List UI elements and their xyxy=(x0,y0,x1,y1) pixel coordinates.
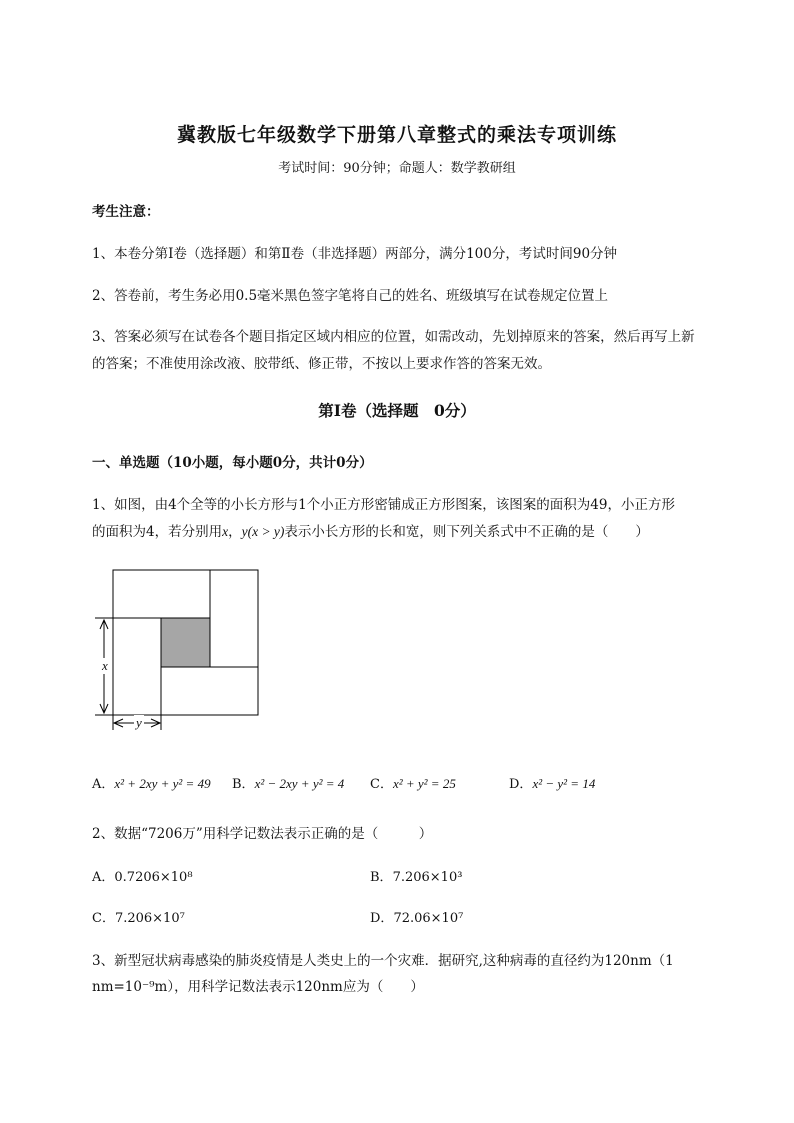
q2-option-b-text: 7.206×10³ xyxy=(392,870,463,885)
q2-option-c-text: 7.206×10⁷ xyxy=(114,911,185,926)
figure-label-x: x xyxy=(102,658,108,673)
q2-option-d-text: 72.06×10⁷ xyxy=(393,911,464,926)
q1-option-b-label: B． xyxy=(232,777,255,792)
q2-option-a[interactable] xyxy=(92,866,193,885)
q1-option-b[interactable] xyxy=(232,773,344,792)
notice-item-3: 3、答案必须写在试卷各个题目指定区域内相应的位置，如需改动，先划掉原来的答案，然后再写上新 xyxy=(92,329,695,345)
q1-option-a[interactable] xyxy=(92,773,211,792)
notice-heading: 考生注意： xyxy=(92,204,160,220)
q3-line1: 3、新型冠状病毒感染的肺炎疫情是人类史上的一个灾难．据研究,这种病毒的直径约为120nm（1 xyxy=(92,953,674,969)
q2-option-d-label: D． xyxy=(370,911,394,926)
q2-option-a-text: 0.7206×10⁸ xyxy=(114,870,193,885)
exam-subtitle: 考试时间：90分钟；命题人：数学教研组 xyxy=(278,161,516,176)
q1-option-c[interactable] xyxy=(370,773,456,792)
q1-condition: y(x > y) xyxy=(241,524,285,539)
q2-option-b[interactable] xyxy=(370,866,462,885)
q1-line2-prefix: 的面积为4，若分别用 xyxy=(92,524,223,540)
q1-line1: 1、如图，由4个全等的小长方形与1个小正方形密铺成正方形图案，该图案的面积为49，小正方形 xyxy=(92,497,675,513)
q1-sep: ， xyxy=(228,524,242,540)
q2-option-a-label: A． xyxy=(92,870,115,885)
part-title: 一、单选题（10小题，每小题0分，共计0分） xyxy=(92,455,373,471)
q3-line2: nm=10⁻⁹m），用科学记数法表示120nm应为（ ） xyxy=(92,979,424,995)
q1-figure xyxy=(90,565,270,739)
q1-option-d-text: x² − y² = 14 xyxy=(532,776,596,791)
notice-item-3-cont: 的答案；不准使用涂改液、胶带纸、修正带，不按以上要求作答的答案无效。 xyxy=(92,356,551,372)
q1-option-c-text: x² + y² = 25 xyxy=(392,776,456,791)
q1-option-a-label: A． xyxy=(92,777,115,792)
q2-option-b-label: B． xyxy=(370,870,393,885)
q2-option-c[interactable] xyxy=(92,907,185,926)
notice-item-2: 2、答卷前，考生务必用0.5毫米黑色签字笔将自己的姓名、班级填写在试卷规定位置上 xyxy=(92,288,609,304)
page-title: 冀教版七年级数学下册第八章整式的乘法专项训练 xyxy=(176,124,617,146)
section-title: 第Ⅰ卷（选择题 0分） xyxy=(318,401,476,420)
q1-option-d[interactable] xyxy=(509,773,595,792)
figure-label-y: y xyxy=(136,715,142,730)
q2-option-c-label: C． xyxy=(92,911,115,926)
q1-option-a-text: x² + 2xy + y² = 49 xyxy=(114,776,211,791)
q1-option-b-text: x² − 2xy + y² = 4 xyxy=(254,776,345,791)
q1-line2-suffix: 表示小长方形的长和宽，则下列关系式中不正确的是（ ） xyxy=(284,524,649,540)
q2-stem: 2、数据“7206万”用科学记数法表示正确的是（ ） xyxy=(92,826,433,842)
q1-option-d-label: D． xyxy=(509,777,533,792)
q1-option-c-label: C． xyxy=(370,777,393,792)
q1-line2 xyxy=(92,520,649,540)
q2-option-d[interactable] xyxy=(370,907,463,926)
q1-var-x: x xyxy=(222,524,229,539)
notice-item-1: 1、本卷分第Ⅰ卷（选择题）和第Ⅱ卷（非选择题）两部分，满分100分，考试时间90分钟 xyxy=(92,246,618,262)
